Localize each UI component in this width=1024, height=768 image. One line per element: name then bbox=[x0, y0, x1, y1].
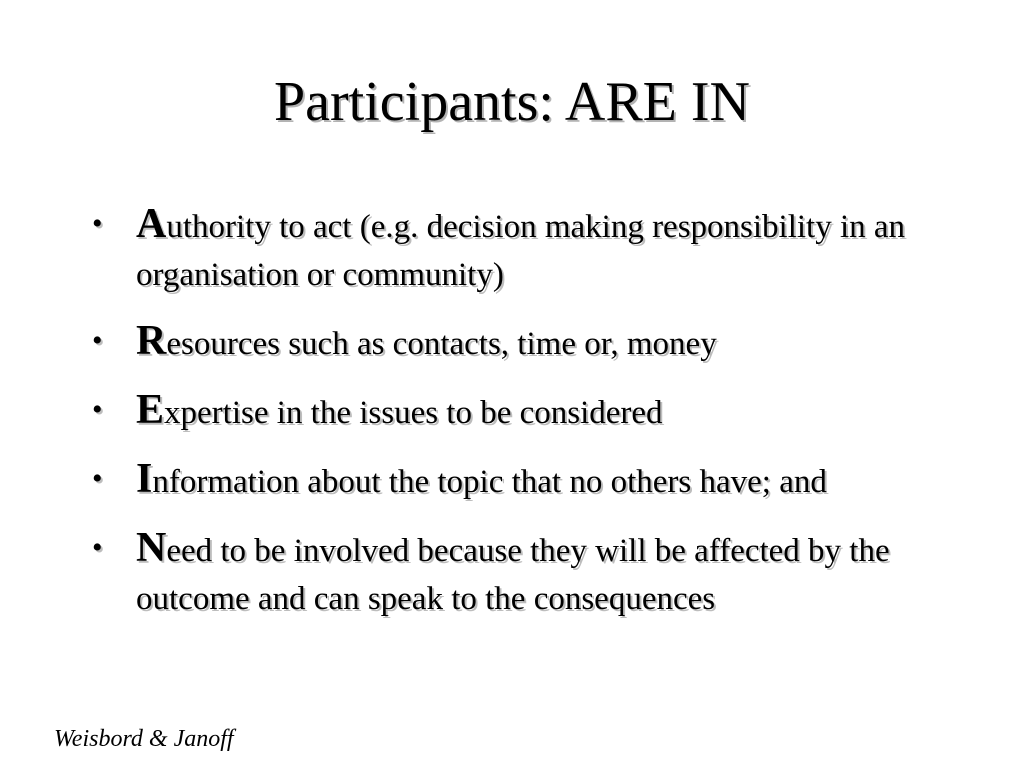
bullet-text: esources such as contacts, time or, money bbox=[166, 326, 717, 362]
bullet-initial: E bbox=[136, 387, 165, 433]
bullet-item-expertise bbox=[92, 386, 972, 437]
bullet-list bbox=[92, 200, 972, 623]
bullet-dot-icon: • bbox=[92, 462, 103, 495]
footer-attribution: Weisbord & Janoff bbox=[54, 726, 234, 752]
bullet-text: xpertise in the issues to be considered bbox=[164, 395, 663, 431]
bullet-text: eed to be involved because they will be affected by the outcome and can speak to the consequences bbox=[136, 533, 890, 617]
bullet-text: uthority to act (e.g. decision making responsibility in an organisation or community) bbox=[136, 209, 906, 293]
bullet-item-need bbox=[92, 524, 972, 623]
bullet-item-resources bbox=[92, 317, 972, 368]
slide-title: Participants: ARE IN bbox=[274, 71, 750, 133]
bullet-initial: I bbox=[136, 456, 153, 502]
bullet-initial: N bbox=[136, 525, 167, 571]
bullet-item-authority bbox=[92, 200, 972, 299]
bullet-initial: R bbox=[136, 318, 167, 364]
bullet-dot-icon: • bbox=[92, 393, 103, 426]
bullet-initial: A bbox=[136, 201, 167, 247]
bullet-item-information bbox=[92, 455, 972, 506]
bullet-dot-icon: • bbox=[92, 324, 103, 357]
bullet-dot-icon: • bbox=[92, 531, 103, 564]
bullet-text: nformation about the topic that no others have; and bbox=[152, 464, 827, 500]
bullet-dot-icon: • bbox=[92, 207, 103, 240]
